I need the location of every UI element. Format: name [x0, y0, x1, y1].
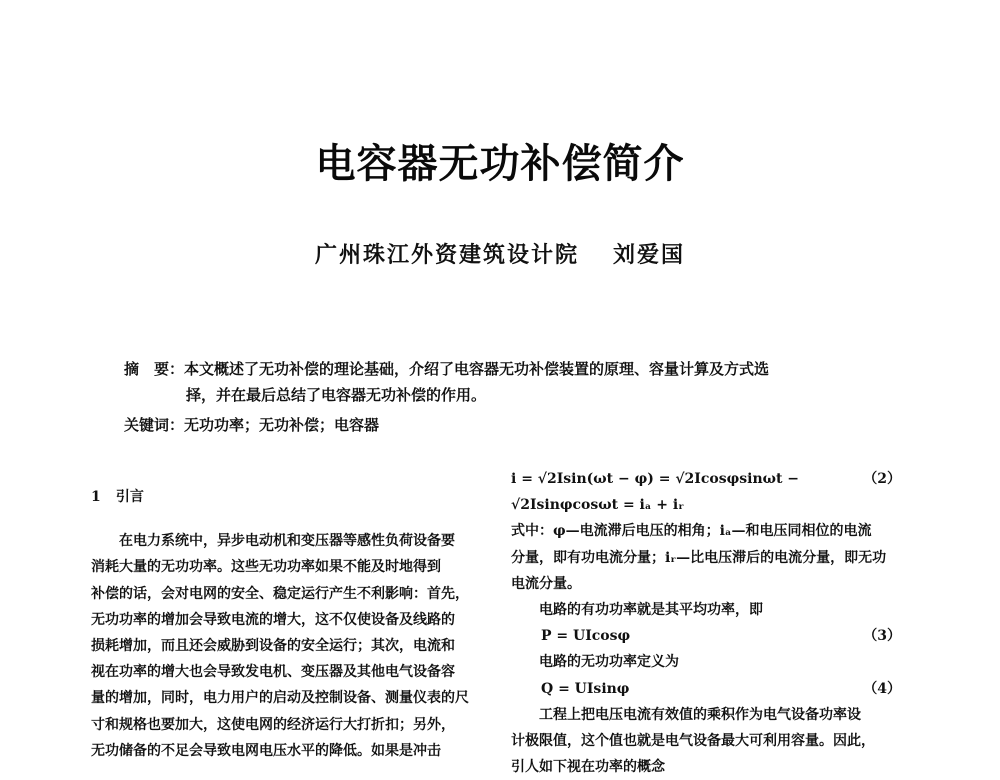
- intro-line-8: 寸和规格也要加大，这使电网的经济运行大打折扣；另外，: [91, 716, 455, 733]
- keywords-text: 无功功率；无功补偿；电容器: [184, 416, 380, 434]
- section-heading: [91, 484, 491, 510]
- abstract-label: 摘 要：: [124, 360, 185, 378]
- equation-2-number: （2）: [863, 471, 901, 487]
- where-line-1: 式中：φ—电流滞后电压的相角；iₐ—和电压同相位的电流: [511, 523, 872, 540]
- equation-4-number: （4）: [863, 680, 901, 697]
- equation-3-text: P = UIcosφ: [541, 628, 631, 645]
- intro-line-2: 消耗大量的无功功率。这些无功功率如果不能及时地得到: [91, 559, 441, 576]
- section-number: 1: [91, 489, 101, 505]
- equation-2-text: i = √2Isin(ωt − φ) = √2Icosφsinωt − √2Isinφcosωt = iₐ + iᵣ: [511, 471, 800, 514]
- equation-3: [511, 623, 911, 649]
- equation-4: [511, 676, 911, 702]
- equation-4-text: Q = UIsinφ: [541, 680, 630, 697]
- intro-line-3: 补偿的话，会对电网的安全、稳定运行产生不利影响：首先，: [91, 585, 469, 602]
- reactive-power-intro: 电路的无功功率定义为: [539, 654, 679, 671]
- abstract-text-1: 本文概述了无功补偿的理论基础，介绍了电容器无功补偿装置的原理、容量计算及方式选: [184, 360, 770, 378]
- equation-2: [511, 466, 911, 518]
- keywords: [124, 414, 379, 435]
- intro-line-7: 量的增加，同时，电力用户的启动及控制设备、测量仪表的尺: [91, 690, 469, 707]
- apparent-power-line-3: 引人如下视在功率的概念: [511, 759, 665, 776]
- intro-line-9: 无功储备的不足会导致电网电压水平的降低。如果是冲击: [91, 742, 441, 759]
- apparent-power-line-2: 计极限值，这个值也就是电气设备最大可利用容量。因此，: [511, 733, 875, 750]
- apparent-power-line-1: 工程上把电压电流有效值的乘积作为电气设备功率设: [539, 706, 861, 723]
- keywords-label: 关键词：: [124, 416, 185, 434]
- active-power-intro: 电路的有功功率就是其平均功率，即: [539, 602, 763, 619]
- equation-3-number: （3）: [863, 628, 901, 645]
- abstract: [124, 356, 884, 408]
- author-line: [0, 238, 1000, 269]
- abstract-line-2: 择，并在最后总结了电容器无功补偿的作用。: [186, 386, 487, 404]
- intro-line-1: 在电力系统中，异步电动机和变压器等感性负荷设备要: [119, 533, 455, 550]
- left-column: [91, 484, 491, 764]
- section-title: 引言: [115, 489, 144, 505]
- intro-line-4: 无功功率的增加会导致电流的增大，这不仅使设备及线路的: [91, 611, 455, 628]
- page-title: 电容器无功补偿简介: [315, 140, 685, 187]
- intro-line-6: 视在功率的增大也会导致发电机、变压器及其他电气设备容: [91, 664, 455, 681]
- where-line-3: 电流分量。: [511, 575, 581, 592]
- abstract-line-1: [124, 356, 884, 382]
- intro-line-5: 损耗增加，而且还会威胁到设备的安全运行；其次，电流和: [91, 638, 455, 655]
- author-organization: 广州珠江外资建筑设计院: [314, 242, 579, 268]
- where-line-2: 分量，即有功电流分量；iᵣ—比电压滞后的电流分量，即无功: [511, 549, 887, 566]
- right-column: [511, 466, 911, 780]
- author-name: 刘爱国: [613, 242, 686, 268]
